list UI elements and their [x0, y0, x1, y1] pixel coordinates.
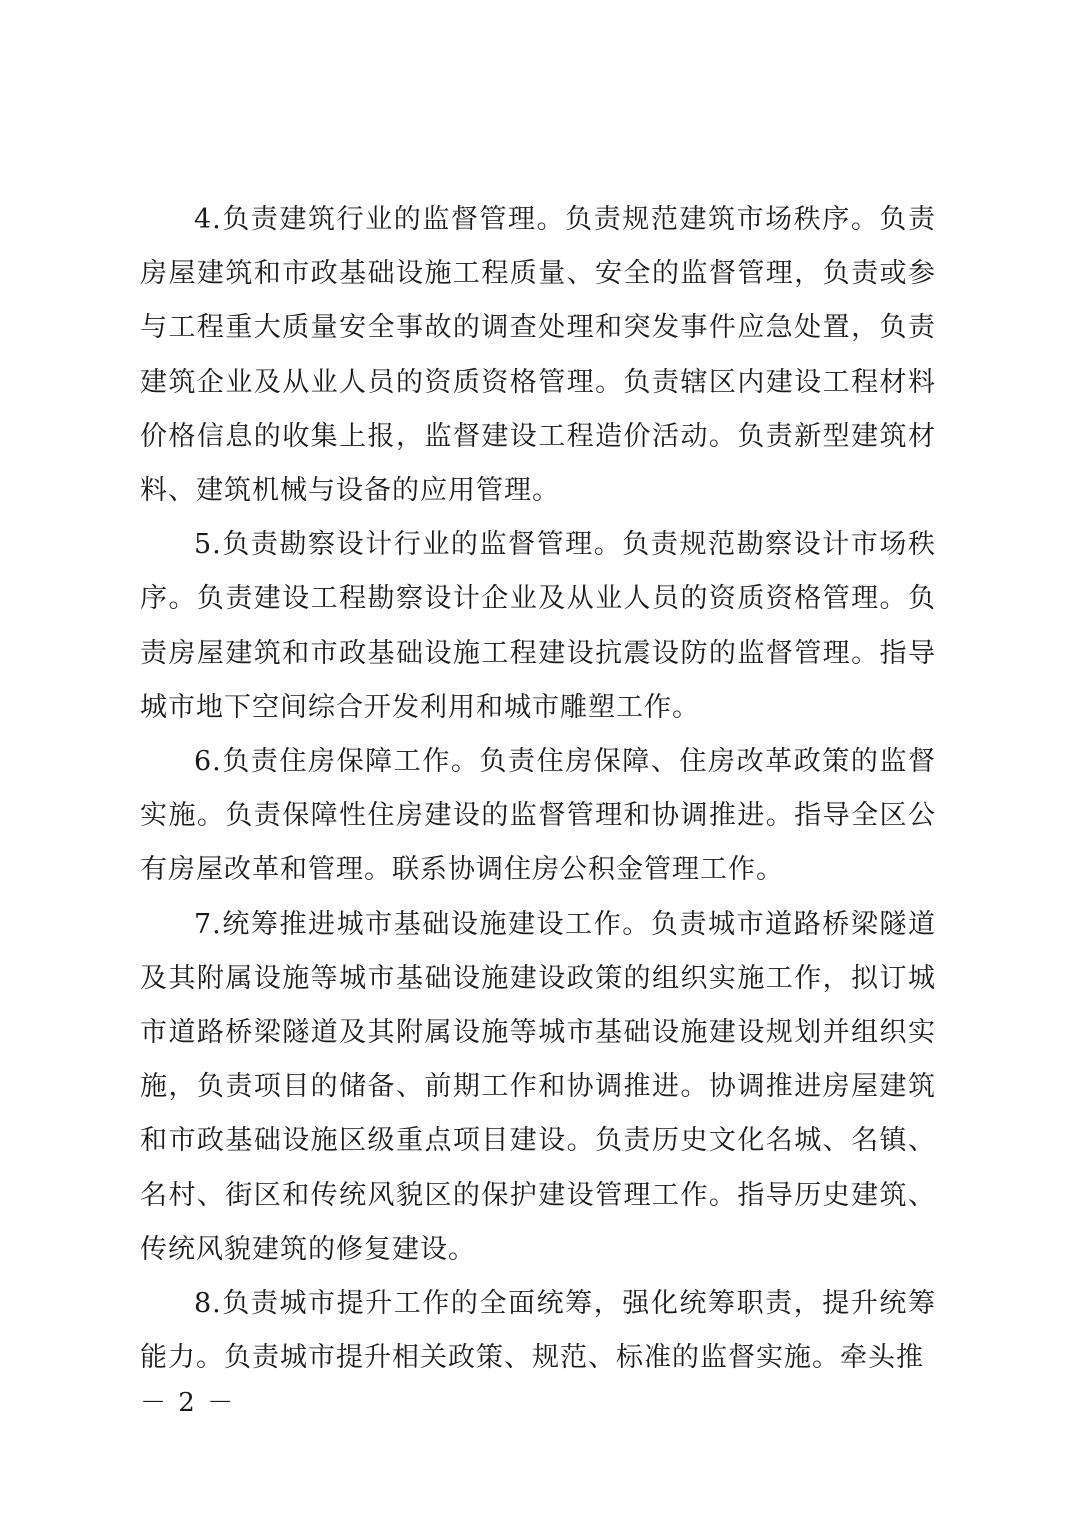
paragraph-item-5: 5.负责勘察设计行业的监督管理。负责规范勘察设计市场秩序。负责建设工程勘察设计企业及从业人员的资质资格管理。负责房屋建筑和市政基础设施工程建设抗震设防的监督管理。指导城市地下空间综合开发利用和城市雕塑工作。 — [140, 529, 936, 723]
paragraph-item-7: 7.统筹推进城市基础设施建设工作。负责城市道路桥梁隧道及其附属设施等城市基础设施建设政策的组织实施工作，拟订城市道路桥梁隧道及其附属设施等城市基础设施建设规划并组织实施，负责项目的储备、前期工作和协调推进。协调推进房屋建筑和市政基础设施区级重点项目建设。负责历史文化名城、名镇、名村、街区和传统风貌区的保护建设管理工作。指导历史建筑、传统风貌建筑的修复建设。 — [140, 908, 936, 1265]
paragraph-item-6: 6.负责住房保障工作。负责住房保障、住房改革政策的监督实施。负责保障性住房建设的监督管理和协调推进。指导全区公有房屋改革和管理。联系协调住房公积金管理工作。 — [140, 746, 936, 886]
paragraph-item-8: 8.负责城市提升工作的全面统筹，强化统筹职责，提升统筹能力。负责城市提升相关政策、规范、标准的监督实施。牵头推 — [140, 1288, 936, 1374]
paragraph-item-4: 4.负责建筑行业的监督管理。负责规范建筑市场秩序。负责房屋建筑和市政基础设施工程质量、安全的监督管理，负责或参与工程重大质量安全事故的调查处理和突发事件应急处置，负责建筑企业及从业人员的资质资格管理。负责辖区内建设工程材料价格信息的收集上报，监督建设工程造价活动。负责新型建筑材料、建筑机械与设备的应用管理。 — [140, 204, 936, 507]
page-number: － 2 － — [140, 1388, 236, 1418]
body-text — [140, 193, 936, 1385]
